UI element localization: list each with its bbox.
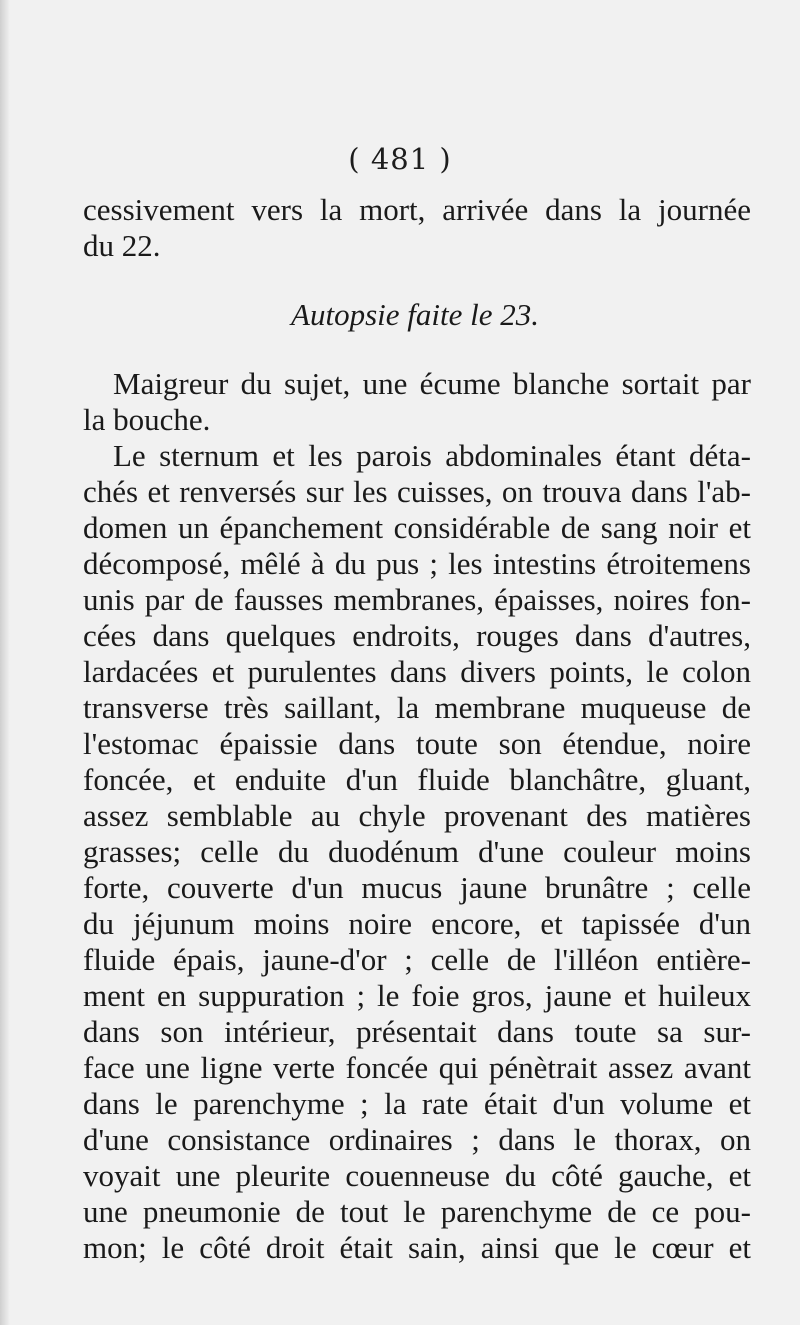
page-edge-shadow xyxy=(0,0,10,1325)
text-line: dans le parenchyme ; la rate était d'un volume et xyxy=(83,1086,751,1121)
text-line: la bouche. xyxy=(83,402,211,437)
text-line: voyait une pleurite couenneuse du côté gauche, et xyxy=(83,1158,751,1193)
text-line: ment en suppuration ; le foie gros, jaune et huileux xyxy=(83,978,751,1013)
text-line: transverse très saillant, la membrane muqueuse de xyxy=(83,690,751,725)
text-line: du jéjunum moins noire encore, et tapissée d'un xyxy=(83,906,751,941)
text-line: lardacées et purulentes dans divers points, le colon xyxy=(83,654,751,689)
text-line: domen un épanchement considérable de sang noir et xyxy=(83,510,751,545)
text-line: mon; le côté droit était sain, ainsi que le cœur et xyxy=(83,1230,751,1265)
text-line: cées dans quelques endroits, rouges dans d'autres, xyxy=(83,618,751,653)
text-line: une pneumonie de tout le parenchyme de ce pou- xyxy=(83,1194,751,1229)
text-line: d'une consistance ordinaires ; dans le thorax, on xyxy=(83,1122,751,1157)
text-line: forte, couverte d'un mucus jaune brunâtre ; celle xyxy=(83,870,751,905)
text-line: grasses; celle du duodénum d'une couleur moins xyxy=(83,834,751,869)
paragraph-first-line: Maigreur du sujet, une écume blanche sortait par xyxy=(113,366,751,401)
paragraph-first-line: Le sternum et les parois abdominales étant déta- xyxy=(113,438,751,473)
section-heading-text: Autopsie faite le 23. xyxy=(291,297,539,332)
text-line: fluide épais, jaune-d'or ; celle de l'illéon entière- xyxy=(83,942,751,977)
text-line: assez semblable au chyle provenant des matières xyxy=(83,798,751,833)
text-line: face une ligne verte foncée qui pénètrait assez avant xyxy=(83,1050,751,1085)
text-line: cessivement vers la mort, arrivée dans la journée xyxy=(83,192,751,227)
text-line: chés et renversés sur les cuisses, on trouva dans l'ab- xyxy=(83,474,751,509)
page-number: ( 481 ) xyxy=(348,142,452,176)
text-line: foncée, et enduite d'un fluide blanchâtre, gluant, xyxy=(83,762,751,797)
text-line: du 22. xyxy=(83,228,161,263)
text-line: l'estomac épaissie dans toute son étendue, noire xyxy=(83,726,751,761)
text-line: dans son intérieur, présentait dans toute sa sur- xyxy=(83,1014,751,1049)
text-line: décomposé, mêlé à du pus ; les intestins étroitemens xyxy=(83,546,751,581)
section-heading xyxy=(0,297,800,333)
text-line: unis par de fausses membranes, épaisses, noires fon- xyxy=(83,582,751,617)
